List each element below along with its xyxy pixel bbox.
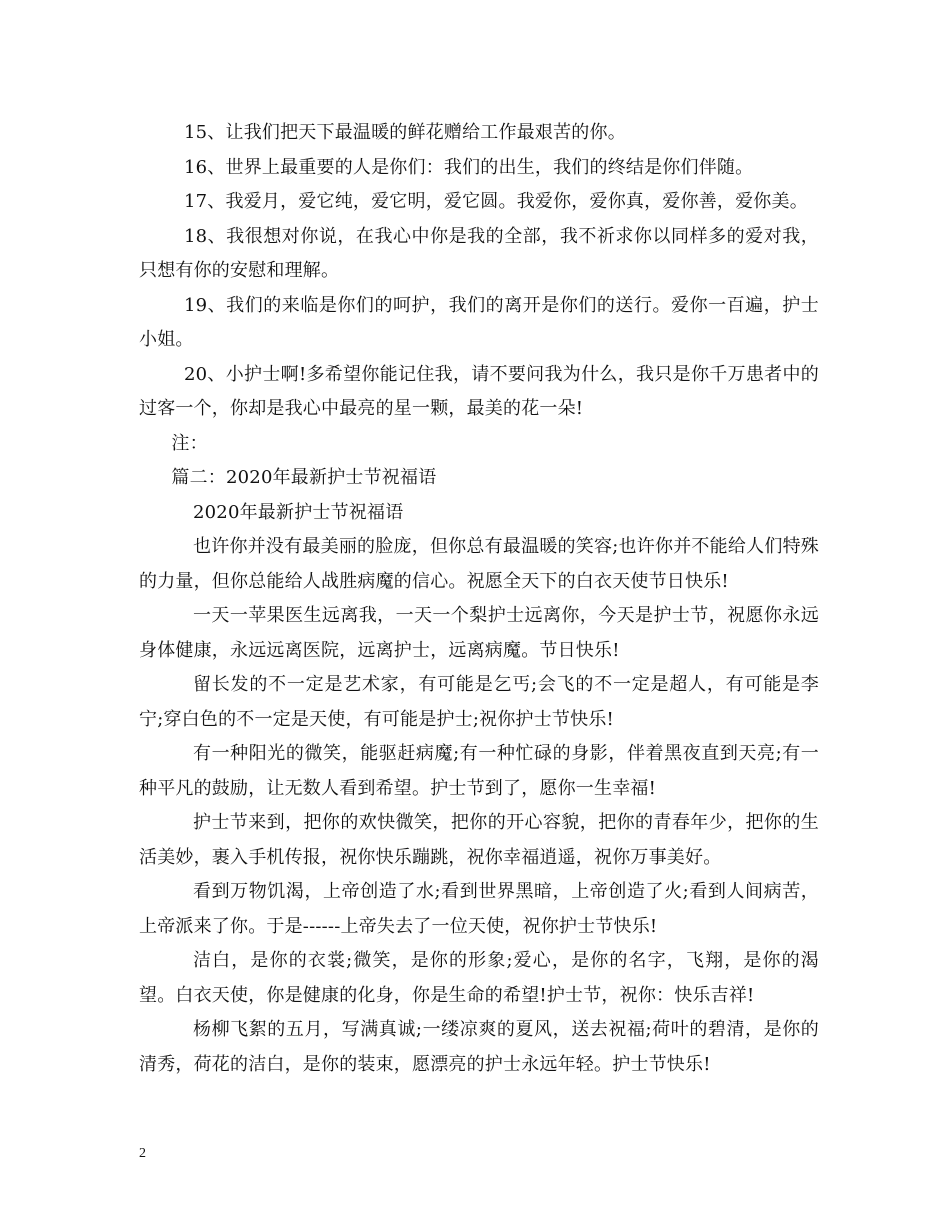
paragraph-wish-18: 18、我很想对你说，在我心中你是我的全部，我不祈求你以同样多的爱对我，只想有你的安慰和理解。 <box>139 225 819 281</box>
paragraph-blessing-8: 杨柳飞絮的五月，写满真诚;一缕凉爽的夏风，送去祝福;荷叶的碧清，是你的清秀，荷花的洁白，是你的装束，愿漂亮的护士永远年轻。护士节快乐! <box>139 1019 819 1075</box>
paragraph-blessing-5: 护士节来到，把你的欢快微笑，把你的开心容貌，把你的青春年少，把你的生活美妙，裹入手机传报，祝你快乐蹦跳，祝你幸福逍遥，祝你万事美好。 <box>139 812 819 868</box>
paragraph-blessing-4: 有一种阳光的微笑，能驱赶病魔;有一种忙碌的身影，伴着黑夜直到天亮;有一种平凡的鼓励，让无数人看到希望。护士节到了，愿你一生幸福! <box>139 743 819 799</box>
paragraph-blessing-1: 也许你并没有最美丽的脸庞，但你总有最温暖的笑容;也许你并不能给人们特殊的力量，但你总能给人战胜病魔的信心。祝愿全天下的白衣天使节日快乐! <box>139 536 819 592</box>
paragraph-blessing-3: 留长发的不一定是艺术家，有可能是乞丐;会飞的不一定是超人，有可能是李宁;穿白色的不一定是天使，有可能是护士;祝你护士节快乐! <box>139 674 819 730</box>
document-body <box>139 116 819 1082</box>
paragraph-blessing-6: 看到万物饥渴，上帝创造了水;看到世界黑暗，上帝创造了火;看到人间病苦，上帝派来了你。于是------上帝失去了一位天使，祝你护士节快乐! <box>139 881 819 937</box>
paragraph-wish-15: 15、让我们把天下最温暖的鲜花赠给工作最艰苦的你。 <box>184 122 626 143</box>
paragraph-wish-16: 16、世界上最重要的人是你们：我们的出生，我们的终结是你们伴随。 <box>184 156 754 178</box>
paragraph-wish-17: 17、我爱月，爱它纯，爱它明，爱它圆。我爱你，爱你真，爱你善，爱你美。 <box>184 191 808 212</box>
paragraph-blessing-7: 洁白，是你的衣裳;微笑，是你的形象;爱心，是你的名字，飞翔，是你的渴望。白衣天使，你是健康的化身，你是生命的希望!护士节，祝你：快乐吉祥! <box>139 950 819 1006</box>
section-title: 2020年最新护士节祝福语 <box>193 501 404 523</box>
section-heading: 篇二：2020年最新护士节祝福语 <box>171 467 437 488</box>
note-label: 注： <box>171 432 208 454</box>
paragraph-wish-19: 19、我们的来临是你们的呵护，我们的离开是你们的送行。爱你一百遍，护士小姐。 <box>139 294 819 350</box>
page-number: 2 <box>139 1146 146 1161</box>
paragraph-wish-20: 20、小护士啊!多希望你能记住我，请不要问我为什么，我只是你千万患者中的过客一个，你却是我心中最亮的星一颗，最美的花一朵! <box>139 363 819 419</box>
paragraph-blessing-2: 一天一苹果医生远离我，一天一个梨护士远离你，今天是护士节，祝愿你永远身体健康，永远远离医院，远离护士，远离病魔。节日快乐! <box>139 605 819 661</box>
